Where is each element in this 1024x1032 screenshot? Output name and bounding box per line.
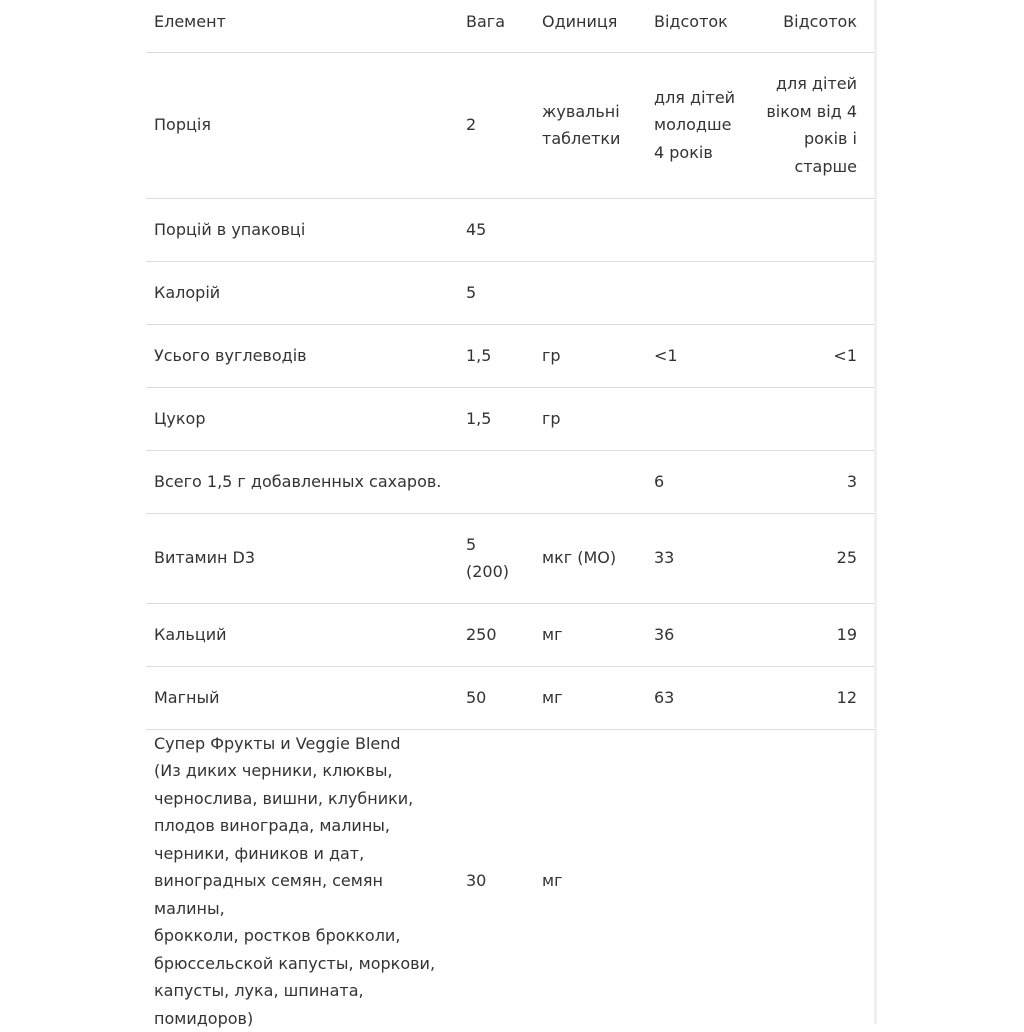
- table-row: [146, 450, 874, 513]
- cell-unit: гр: [534, 387, 646, 450]
- cell-element: Витамин D3: [146, 513, 458, 603]
- cell-percent-young: [646, 729, 758, 1032]
- cell-weight: 5: [458, 261, 534, 324]
- cell-unit: [534, 261, 646, 324]
- header-unit: Одиниця: [534, 0, 646, 52]
- cell-element: Всего 1,5 г добавленных сахаров.: [146, 450, 458, 513]
- cell-percent-older: для дітей віком від 4 років і старше: [758, 52, 874, 198]
- table-row: [146, 387, 874, 450]
- cell-percent-young: 6: [646, 450, 758, 513]
- table-row: [146, 513, 874, 603]
- cell-element: Порцій в упаковці: [146, 198, 458, 261]
- cell-weight: 2: [458, 52, 534, 198]
- table-row: [146, 52, 874, 198]
- cell-percent-older: <1: [758, 324, 874, 387]
- header-percent-older: Відсоток: [758, 0, 874, 52]
- cell-percent-young: [646, 261, 758, 324]
- table-row: [146, 666, 874, 729]
- header-weight: Вага: [458, 0, 534, 52]
- cell-element: Магный: [146, 666, 458, 729]
- cell-element: Кальций: [146, 603, 458, 666]
- cell-unit: мг: [534, 666, 646, 729]
- cell-unit: мг: [542, 871, 563, 890]
- cell-weight: 5 (200): [458, 513, 534, 603]
- cell-element: Цукор: [146, 387, 458, 450]
- table-header-row: [146, 0, 874, 52]
- cell-percent-young: для дітей молодше 4 років: [646, 52, 758, 198]
- header-percent-young: Відсоток: [646, 0, 758, 52]
- cell-percent-older: 19: [758, 603, 874, 666]
- cell-percent-older: [758, 261, 874, 324]
- cell-unit: мкг (МО): [534, 513, 646, 603]
- table-row: [146, 729, 874, 1032]
- cell-unit: жувальні таблетки: [534, 52, 646, 198]
- cell-element: Калорій: [146, 261, 458, 324]
- cell-element: Супер Фрукты и Veggie Blend (Из диких черники, клюквы, чернослива, вишни, клубники, плодов винограда, малины, черники, фиников и дат, виноградных семян, семян малины, брокколи, ростков брокколи, брюссельской капусты, моркови, капусты, лука, шпината, помидоров): [154, 733, 436, 1028]
- cell-weight: 1,5: [458, 324, 534, 387]
- table-row: [146, 261, 874, 324]
- cell-weight: 1,5: [458, 387, 534, 450]
- cell-percent-young: [646, 198, 758, 261]
- cell-unit: [534, 198, 646, 261]
- cell-percent-older: 3: [758, 450, 874, 513]
- cell-percent-older: [758, 729, 874, 1032]
- nutrition-table-container: [146, 0, 876, 1032]
- cell-unit: гр: [534, 324, 646, 387]
- cell-element: Порція: [146, 52, 458, 198]
- cell-weight: [458, 450, 534, 513]
- cell-weight: 45: [458, 198, 534, 261]
- cell-percent-young: <1: [646, 324, 758, 387]
- cell-percent-older: [758, 198, 874, 261]
- cell-percent-older: [758, 387, 874, 450]
- cell-percent-young: [646, 387, 758, 450]
- cell-weight: 50: [458, 666, 534, 729]
- cell-percent-older: 12: [758, 666, 874, 729]
- page-edge-divider: [874, 0, 877, 1024]
- cell-unit: мг: [534, 603, 646, 666]
- table-row: [146, 324, 874, 387]
- cell-weight: 30: [466, 871, 487, 890]
- cell-percent-young: 36: [646, 603, 758, 666]
- table-row: [146, 198, 874, 261]
- cell-weight: 250: [458, 603, 534, 666]
- table-row: [146, 603, 874, 666]
- cell-percent-older: 25: [758, 513, 874, 603]
- cell-unit: [534, 450, 646, 513]
- cell-percent-young: 63: [646, 666, 758, 729]
- header-element: Елемент: [146, 0, 458, 52]
- nutrition-table: [146, 0, 874, 1032]
- cell-percent-young: 33: [646, 513, 758, 603]
- cell-element: Усього вуглеводів: [146, 324, 458, 387]
